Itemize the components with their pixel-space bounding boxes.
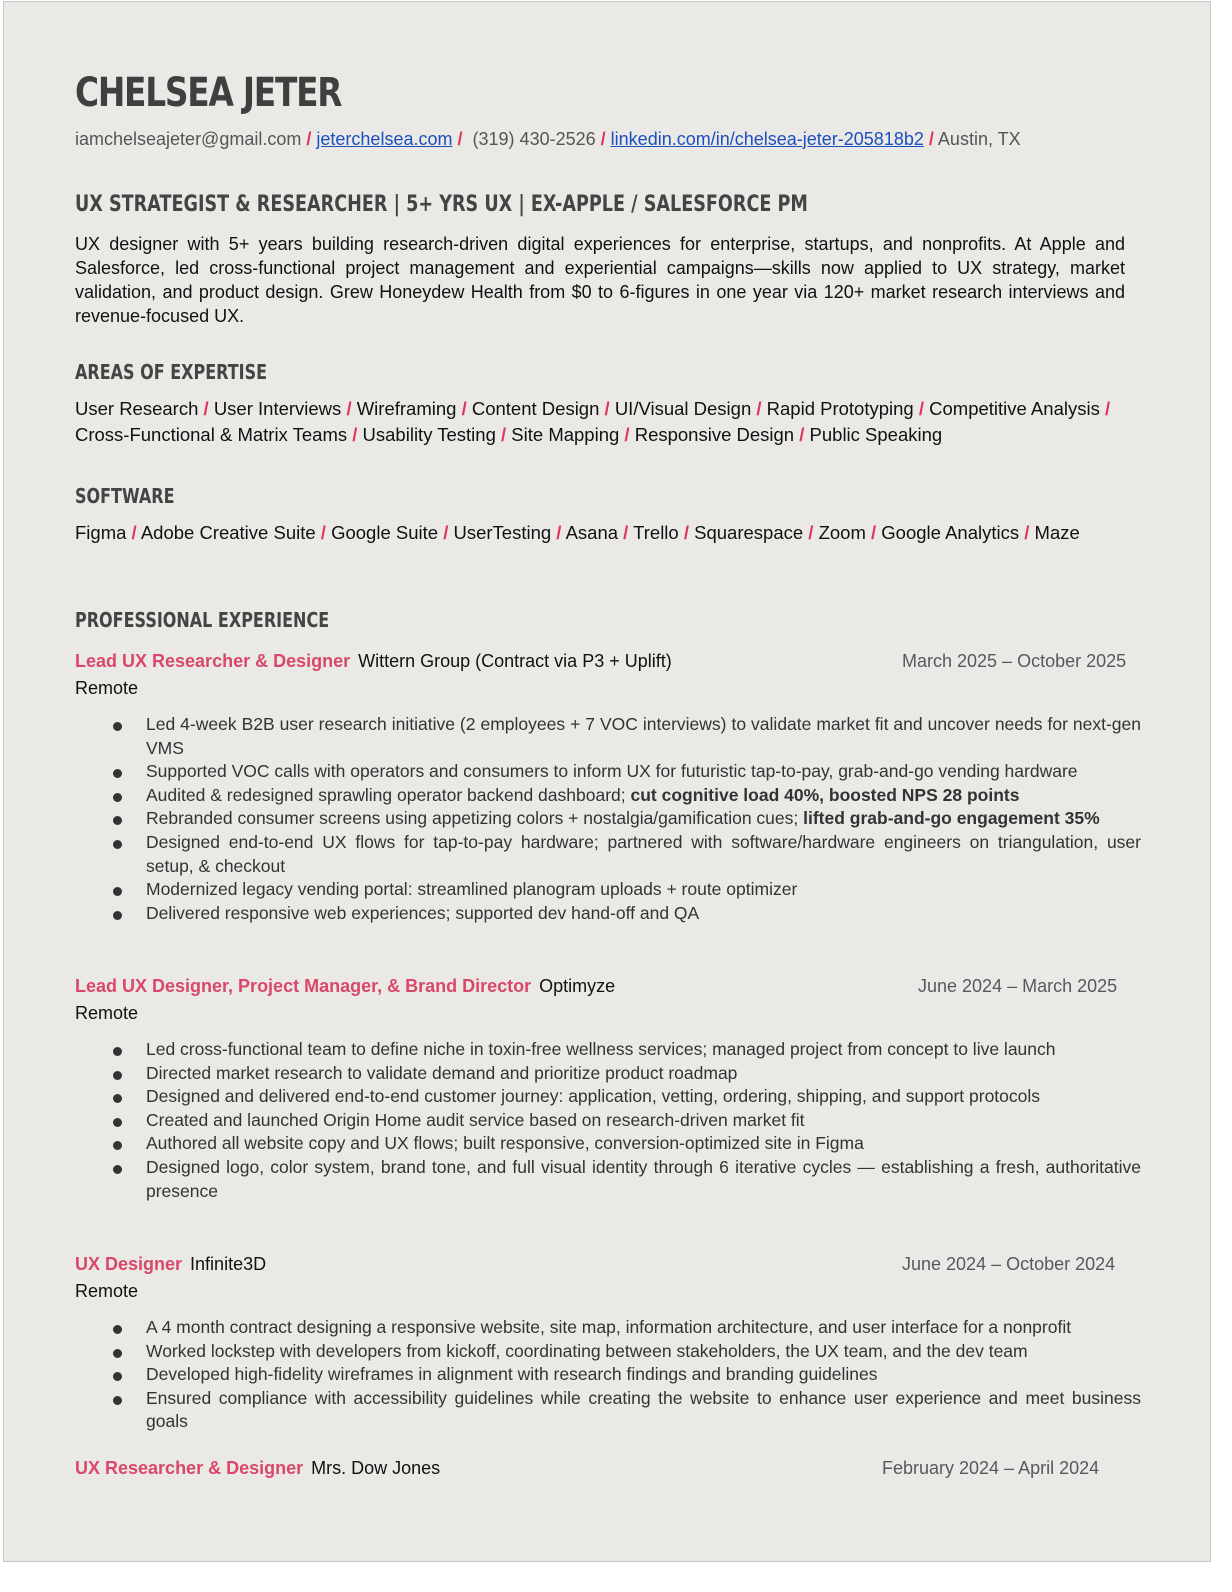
bullet-text: Developed high-fidelity wireframes in alignment with research findings and branding guidelines (146, 1364, 878, 1385)
bullet-text: Led 4-week B2B user research initiative (2 employees + 7 VOC interviews) to validate market fit and uncover needs for next-gen VMS (146, 714, 1141, 758)
bullet-text: Directed market research to validate demand and prioritize product roadmap (146, 1062, 738, 1083)
job-dates: February 2024 – April 2024 (882, 1458, 1100, 1478)
job-company: Mrs. Dow Jones (311, 1458, 441, 1478)
bullet-text: Modernized legacy vending portal: streamlined planogram uploads + route optimizer (146, 879, 798, 900)
bullet-text: Audited & redesigned sprawling operator backend dashboard; (146, 784, 631, 805)
bullet-text: Authored all website copy and UX flows; built responsive, conversion-optimized site in Figma (146, 1133, 864, 1154)
software-item: Adobe Creative Suite (140, 522, 316, 543)
bullet-dot-icon (113, 1372, 122, 1381)
bullet-text: Created and launched Origin Home audit service based on research-driven market fit (146, 1109, 805, 1130)
software-item: Asana (565, 522, 619, 543)
resume-page (3, 1, 1211, 1562)
software-item: Google Suite (331, 522, 439, 543)
summary-paragraph: UX designer with 5+ years building research-driven digital experiences for enterprise, startups, and nonprofits. At Apple and Salesforce, led cross-functional project management and experiential campaigns—skills now applied to UX strategy, market validation, and product design. Grew Honeydew Health from $0 to 6-figures in one year via 120+ market research interviews and revenue-focused UX. (75, 234, 1125, 326)
expertise-item: UI/Visual Design (614, 398, 752, 419)
separator: / (604, 398, 610, 419)
job-header (75, 1458, 1135, 1484)
separator: / (1104, 398, 1111, 419)
job-bullet (75, 902, 1141, 926)
job-role: Lead UX Designer, Project Manager, & Brand Director (75, 976, 532, 996)
separator: / (346, 398, 352, 419)
separator: / (501, 424, 507, 445)
contact-line (75, 129, 1021, 150)
bullet-dot-icon (113, 769, 122, 778)
bullet-dot-icon (113, 911, 122, 920)
expertise-item: Content Design (471, 398, 600, 419)
job-role: UX Researcher & Designer (75, 1458, 304, 1478)
software-item: UserTesting (453, 522, 552, 543)
bullet-text: Designed logo, color system, brand tone, and full visual identity through 6 iterative cycles — establishing a fresh, authoritative presence (146, 1156, 1141, 1201)
separator: / (131, 522, 137, 543)
separator: / (624, 424, 630, 445)
software-item: Trello (633, 522, 679, 543)
job-location: Remote (75, 678, 139, 698)
bullet-dot-icon (113, 1325, 122, 1334)
software-item: Squarespace (694, 522, 804, 543)
job-dates: March 2025 – October 2025 (902, 651, 1127, 671)
separator: / (457, 129, 463, 149)
job-bullet (75, 1085, 1141, 1109)
contact-phone: (319) 430-2526 (472, 129, 596, 149)
bullet-text: Led cross-functional team to define niche in toxin-free wellness services; managed project from concept to live launch (146, 1039, 1056, 1059)
software-list (75, 520, 1135, 546)
software-item: Maze (1034, 522, 1080, 543)
bullet-text: Designed end-to-end UX flows for tap-to-pay hardware; partnered with software/hardware engineers on triangulation, user setup, & checkout (146, 831, 1141, 876)
separator: / (443, 522, 449, 543)
bullet-text: Rebranded consumer screens using appetizing colors + nostalgia/gamification cues; (146, 808, 804, 829)
job-company: Infinite3D (190, 1254, 267, 1274)
software-heading: SOFTWARE (75, 484, 175, 508)
separator: / (799, 424, 805, 445)
expertise-item: Competitive Analysis (929, 398, 1100, 419)
separator: / (320, 522, 326, 543)
job-bullets (75, 1038, 1141, 1203)
job-bullet (75, 784, 1141, 808)
bullet-text: Worked lockstep with developers from kickoff, coordinating between stakeholders, the UX team, and the dev team (146, 1340, 1028, 1361)
expertise-item: User Research (75, 398, 199, 419)
experience-heading: PROFESSIONAL EXPERIENCE (75, 608, 330, 632)
job-company: Optimyze (539, 976, 616, 996)
bullet-dot-icon (113, 1349, 122, 1358)
separator: / (352, 424, 358, 445)
bullet-highlight: cut cognitive load 40%, boosted NPS 28 points (630, 784, 1020, 805)
separator: / (683, 522, 689, 543)
job-company: Wittern Group (Contract via P3 + Uplift) (358, 651, 672, 671)
bullet-text: A 4 month contract designing a responsive website, site map, information architecture, and user interface for a nonprofit (146, 1317, 1072, 1337)
bullet-text: Designed and delivered end-to-end customer journey: application, vetting, ordering, shipping, and support protocols (146, 1086, 1041, 1107)
bullet-dot-icon (113, 1396, 122, 1405)
software-item: Figma (75, 522, 127, 543)
job-bullet (75, 1340, 1141, 1364)
job-dates: June 2024 – March 2025 (918, 976, 1118, 996)
separator: / (556, 522, 562, 543)
job-bullet (75, 1363, 1141, 1387)
expertise-item: Usability Testing (362, 424, 496, 445)
separator: / (808, 522, 814, 543)
job-bullet (75, 1132, 1141, 1156)
expertise-item: Rapid Prototyping (766, 398, 914, 419)
bullet-dot-icon (113, 840, 122, 849)
job-bullet (75, 878, 1141, 902)
bullet-highlight: lifted grab-and-go engagement 35% (803, 808, 1100, 829)
job-header (75, 976, 1135, 1002)
bullet-text: Supported VOC calls with operators and consumers to inform UX for futuristic tap-to-pay, grab-and-go vending hardware (146, 761, 1078, 782)
job-bullet (75, 1387, 1141, 1434)
job-header (75, 651, 1135, 677)
expertise-item: Wireframing (356, 398, 457, 419)
expertise-item: Responsive Design (634, 424, 795, 445)
headline-title: UX STRATEGIST & RESEARCHER | 5+ YRS UX | EX-APPLE / SALESFORCE PM (75, 192, 808, 217)
job-bullet (75, 1156, 1141, 1203)
job-role: Lead UX Researcher & Designer (75, 651, 351, 671)
job-bullet (75, 760, 1141, 784)
software-item: Zoom (818, 522, 866, 543)
separator: / (203, 398, 209, 419)
separator: / (928, 129, 934, 149)
bullet-dot-icon (113, 1118, 122, 1127)
bullet-dot-icon (113, 1094, 122, 1103)
contact-location: Austin, TX (937, 129, 1021, 149)
job-role: UX Designer (75, 1254, 183, 1274)
separator: / (623, 522, 629, 543)
software-item: Google Analytics (881, 522, 1020, 543)
job-header (75, 1254, 1135, 1280)
bullet-dot-icon (113, 793, 122, 802)
separator: / (306, 129, 312, 149)
job-location: Remote (75, 1281, 139, 1301)
expertise-item: User Interviews (213, 398, 342, 419)
expertise-item: Site Mapping (511, 424, 620, 445)
bullet-dot-icon (113, 1071, 122, 1080)
bullet-dot-icon (113, 1047, 122, 1056)
job-bullets (75, 1316, 1141, 1434)
expertise-item: Cross-Functional & Matrix Teams (75, 424, 348, 445)
bullet-dot-icon (113, 887, 122, 896)
bullet-dot-icon (113, 1165, 122, 1174)
separator: / (1024, 522, 1030, 543)
job-bullet (75, 1038, 1141, 1062)
expertise-item: Public Speaking (809, 424, 943, 445)
job-bullet (75, 1316, 1141, 1340)
contact-email[interactable]: iamchelseajeter@gmail.com (75, 129, 302, 149)
bullet-text: Delivered responsive web experiences; supported dev hand-off and QA (146, 902, 700, 923)
website-link[interactable]: jeterchelsea.com (316, 129, 453, 149)
bullet-dot-icon (113, 816, 122, 825)
separator: / (461, 398, 467, 419)
job-bullet (75, 831, 1141, 878)
job-bullets (75, 713, 1141, 925)
job-bullet (75, 807, 1141, 831)
bullet-dot-icon (113, 722, 122, 731)
expertise-list (75, 396, 1135, 448)
linkedin-link[interactable]: linkedin.com/in/chelsea-jeter-205818b2 (610, 129, 924, 149)
job-bullet (75, 1062, 1141, 1086)
job-dates: June 2024 – October 2024 (902, 1254, 1116, 1274)
bullet-text: Ensured compliance with accessibility guidelines while creating the website to enhance user experience and meet business goals (146, 1387, 1141, 1432)
candidate-name: CHELSEA JETER (75, 70, 342, 116)
separator: / (918, 398, 924, 419)
job-bullet (75, 1109, 1141, 1133)
job-bullet (75, 713, 1141, 760)
separator: / (871, 522, 877, 543)
separator: / (756, 398, 762, 419)
bullet-dot-icon (113, 1141, 122, 1150)
job-location: Remote (75, 1003, 139, 1023)
separator: / (600, 129, 606, 149)
expertise-heading: AREAS OF EXPERTISE (75, 360, 268, 384)
